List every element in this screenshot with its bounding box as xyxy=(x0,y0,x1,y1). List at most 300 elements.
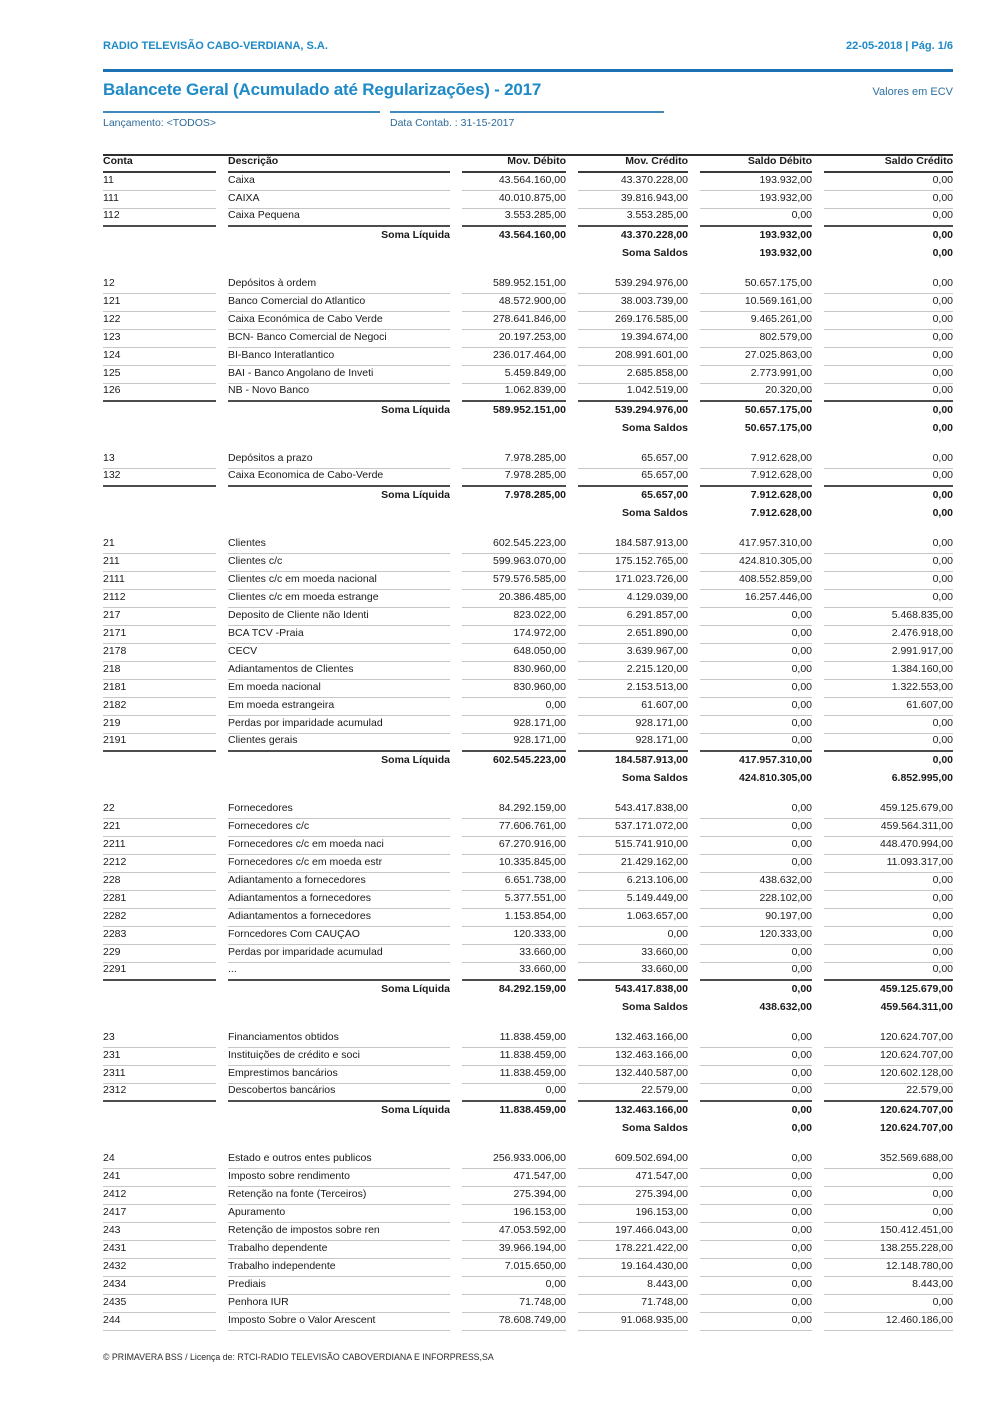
cell-conta: 132 xyxy=(103,470,216,487)
account-row xyxy=(103,644,953,662)
cell-saldo-credito: 120.624.707,00 xyxy=(880,1105,953,1117)
cell-saldo-debito: 193.932,00 xyxy=(700,193,812,209)
account-row xyxy=(103,191,953,209)
cell-descricao xyxy=(228,1014,450,1017)
cell-conta: 211 xyxy=(103,556,216,572)
soma-liquida-row xyxy=(103,981,953,999)
cell-saldo-debito: 438.632,00 xyxy=(700,875,812,891)
cell-descricao: Caixa Económica de Cabo Verde xyxy=(228,314,450,330)
cell-saldo-debito: 50.657.175,00 xyxy=(744,405,812,417)
cell-saldo-debito: 7.912.628,00 xyxy=(750,490,812,502)
cell-saldo-debito: 0,00 xyxy=(700,1085,812,1102)
account-row xyxy=(103,572,953,590)
cell-mov-debito: 48.572.900,00 xyxy=(462,296,566,312)
account-row xyxy=(103,1277,953,1295)
cell-mov-debito xyxy=(462,785,566,788)
cell-descricao: Deposito de Cliente não Identi xyxy=(228,610,450,626)
account-row xyxy=(103,945,953,963)
cell-saldo-credito: 0,00 xyxy=(824,592,953,608)
cell-mov-credito: 1.042.519,00 xyxy=(578,385,688,402)
cell-descricao: Caixa xyxy=(228,175,450,191)
account-row xyxy=(103,626,953,644)
cell-mov-debito: 33.660,00 xyxy=(462,964,566,981)
cell-mov-debito: 0,00 xyxy=(462,1279,566,1295)
cell-mov-credito: 171.023.726,00 xyxy=(578,574,688,590)
account-row xyxy=(103,1295,953,1313)
cell-mov-debito: 11.838.459,00 xyxy=(499,1105,566,1117)
cell-mov-credito: 6.291.857,00 xyxy=(578,610,688,626)
cell-conta: 2178 xyxy=(103,646,216,662)
cell-mov-debito: 39.966.194,00 xyxy=(462,1243,566,1259)
table-header-row xyxy=(103,154,953,173)
soma-saldos-label: Soma Saldos xyxy=(622,1002,688,1014)
cell-conta: 2111 xyxy=(103,574,216,590)
account-row xyxy=(103,1151,953,1169)
cell-descricao: Retenção na fonte (Terceiros) xyxy=(228,1189,450,1205)
table-body xyxy=(103,173,953,1331)
filter-data-contab: Data Contab. : 31-15-2017 xyxy=(390,111,664,129)
cell-mov-credito: 184.587.913,00 xyxy=(615,755,688,767)
cell-saldo-debito: 0,00 xyxy=(700,1225,812,1241)
cell-mov-debito: 5.459.849,00 xyxy=(462,368,566,384)
cell-conta: 2432 xyxy=(103,1261,216,1277)
cell-conta: 2171 xyxy=(103,628,216,644)
account-row xyxy=(103,716,953,734)
cell-saldo-debito: 417.957.310,00 xyxy=(739,755,812,767)
cell-saldo-debito: 9.465.261,00 xyxy=(700,314,812,330)
column-header-saldo-credito: Saldo Crédito xyxy=(824,156,953,173)
account-row xyxy=(103,536,953,554)
cell-descricao: BAI - Banco Angolano de Inveti xyxy=(228,368,450,384)
cell-mov-credito: 21.429.162,00 xyxy=(578,857,688,873)
cell-conta: 2434 xyxy=(103,1279,216,1295)
cell-saldo-credito: 0,00 xyxy=(932,405,953,417)
cell-conta: 243 xyxy=(103,1225,216,1241)
cell-saldo-debito: 438.632,00 xyxy=(759,1002,812,1014)
soma-saldos-label: Soma Saldos xyxy=(622,423,688,435)
account-last-row xyxy=(103,734,953,752)
soma-saldos-label: Soma Saldos xyxy=(622,1123,688,1135)
section-spacer xyxy=(103,1017,953,1030)
cell-conta: 124 xyxy=(103,350,216,366)
account-row xyxy=(103,554,953,572)
column-header-conta: Conta xyxy=(103,156,216,173)
cell-saldo-debito: 0,00 xyxy=(700,700,812,716)
account-row xyxy=(103,1048,953,1066)
cell-saldo-debito: 50.657.175,00 xyxy=(744,423,812,435)
cell-descricao: Retenção de impostos sobre ren xyxy=(228,1225,450,1241)
cell-descricao: Perdas por imparidade acumulad xyxy=(228,947,450,963)
cell-saldo-debito: 0,00 xyxy=(700,839,812,855)
cell-descricao: NB - Novo Banco xyxy=(228,385,450,402)
cell-conta: 122 xyxy=(103,314,216,330)
cell-conta: 2181 xyxy=(103,682,216,698)
section-spacer xyxy=(103,788,953,801)
cell-saldo-credito: 11.093.317,00 xyxy=(824,857,953,873)
cell-conta: 2281 xyxy=(103,893,216,909)
cell-saldo-credito: 0,00 xyxy=(824,1189,953,1205)
cell-saldo-debito: 0,00 xyxy=(700,682,812,698)
cell-saldo-debito: 417.957.310,00 xyxy=(700,538,812,554)
cell-mov-credito: 543.417.838,00 xyxy=(615,984,688,996)
account-row xyxy=(103,891,953,909)
cell-descricao: Fornecedores c/c em moeda naci xyxy=(228,839,450,855)
cell-saldo-debito: 424.810.305,00 xyxy=(739,773,812,785)
cell-saldo-credito: 12.148.780,00 xyxy=(824,1261,953,1277)
cell-mov-debito: 84.292.159,00 xyxy=(498,984,566,996)
cell-saldo-debito: 0,00 xyxy=(700,947,812,963)
cell-mov-credito: 2.651.890,00 xyxy=(578,628,688,644)
soma-saldos-label: Soma Saldos xyxy=(622,773,688,785)
soma-liquida-label: Soma Líquida xyxy=(381,490,450,502)
cell-descricao: Adiantamento a fornecedores xyxy=(228,875,450,891)
cell-saldo-credito: 0,00 xyxy=(824,175,953,191)
cell-saldo-credito: 61.607,00 xyxy=(824,700,953,716)
cell-mov-debito: 43.564.160,00 xyxy=(462,175,566,191)
cell-conta: 231 xyxy=(103,1050,216,1066)
section-spacer xyxy=(103,523,953,536)
cell-conta: 2191 xyxy=(103,735,216,752)
cell-saldo-debito: 193.932,00 xyxy=(759,248,812,260)
cell-descricao xyxy=(228,785,450,788)
cell-saldo-credito: 352.569.688,00 xyxy=(824,1153,953,1169)
cell-descricao: Clientes c/c em moeda nacional xyxy=(228,574,450,590)
cell-saldo-debito: 424.810.305,00 xyxy=(700,556,812,572)
cell-saldo-debito: 0,00 xyxy=(700,857,812,873)
cell-saldo-credito: 0,00 xyxy=(932,490,953,502)
cell-mov-credito: 43.370.228,00 xyxy=(620,230,688,242)
cell-conta xyxy=(103,1014,216,1017)
cell-mov-debito: 1.153.854,00 xyxy=(462,911,566,927)
cell-mov-debito: 47.053.592,00 xyxy=(462,1225,566,1241)
cell-conta: 24 xyxy=(103,1153,216,1169)
cell-saldo-debito: 2.773.991,00 xyxy=(700,368,812,384)
cell-mov-debito: 77.606.761,00 xyxy=(462,821,566,837)
cell-conta: 2182 xyxy=(103,700,216,716)
cell-mov-debito: 648.050,00 xyxy=(462,646,566,662)
cell-descricao: Penhora IUR xyxy=(228,1297,450,1313)
cell-saldo-credito: 0,00 xyxy=(824,385,953,402)
cell-saldo-credito: 0,00 xyxy=(932,508,953,520)
cell-descricao xyxy=(228,520,450,523)
cell-mov-credito: 22.579,00 xyxy=(578,1085,688,1102)
soma-liquida-label: Soma Líquida xyxy=(381,1105,450,1117)
cell-mov-credito: 65.657,00 xyxy=(578,453,688,469)
cell-saldo-credito: 120.624.707,00 xyxy=(824,1032,953,1048)
cell-mov-credito: 3.639.967,00 xyxy=(578,646,688,662)
cell-saldo-credito: 0,00 xyxy=(824,947,953,963)
cell-mov-debito xyxy=(462,1135,566,1138)
cell-saldo-debito: 0,00 xyxy=(700,1171,812,1187)
cell-saldo-credito: 0,00 xyxy=(824,1171,953,1187)
soma-liquida-row xyxy=(103,402,953,420)
cell-saldo-debito: 802.579,00 xyxy=(700,332,812,348)
cell-mov-credito: 132.463.166,00 xyxy=(578,1050,688,1066)
cell-mov-credito: 184.587.913,00 xyxy=(578,538,688,554)
account-row xyxy=(103,801,953,819)
cell-mov-debito: 71.748,00 xyxy=(462,1297,566,1313)
cell-conta: 2283 xyxy=(103,929,216,945)
account-row xyxy=(103,698,953,716)
report-title: Balancete Geral (Acumulado até Regularizações) - 2017 xyxy=(103,80,542,99)
cell-conta: 23 xyxy=(103,1032,216,1048)
cell-conta: 2211 xyxy=(103,839,216,855)
cell-conta: 2311 xyxy=(103,1068,216,1084)
cell-conta: 13 xyxy=(103,453,216,469)
cell-descricao: Banco Comercial do Atlantico xyxy=(228,296,450,312)
cell-conta: 2282 xyxy=(103,911,216,927)
cell-saldo-credito: 0,00 xyxy=(824,296,953,312)
cell-saldo-debito: 20.320,00 xyxy=(700,385,812,402)
cell-mov-credito: 6.213.106,00 xyxy=(578,875,688,891)
header-divider xyxy=(103,69,953,72)
soma-liquida-label: Soma Líquida xyxy=(381,405,450,417)
account-row xyxy=(103,855,953,873)
cell-saldo-debito: 0,00 xyxy=(700,210,812,227)
soma-liquida-row xyxy=(103,1102,953,1120)
cell-descricao: Estado e outros entes publicos xyxy=(228,1153,450,1169)
cell-conta xyxy=(103,417,216,420)
cell-conta: 123 xyxy=(103,332,216,348)
cell-descricao xyxy=(228,260,450,263)
cell-saldo-credito: 0,00 xyxy=(824,735,953,752)
account-row xyxy=(103,1313,953,1331)
cell-saldo-credito: 459.125.679,00 xyxy=(880,984,953,996)
soma-saldos-row xyxy=(103,420,953,438)
cell-mov-debito: 7.015.650,00 xyxy=(462,1261,566,1277)
cell-saldo-credito: 0,00 xyxy=(824,718,953,734)
account-row xyxy=(103,276,953,294)
cell-saldo-debito: 0,00 xyxy=(700,964,812,981)
soma-liquida-label: Soma Líquida xyxy=(381,755,450,767)
cell-conta: 228 xyxy=(103,875,216,891)
cell-saldo-debito: 228.102,00 xyxy=(700,893,812,909)
cell-mov-debito: 236.017.464,00 xyxy=(462,350,566,366)
cell-descricao: Fornecedores c/c xyxy=(228,821,450,837)
cell-saldo-debito: 50.657.175,00 xyxy=(700,278,812,294)
cell-saldo-credito: 0,00 xyxy=(824,1297,953,1313)
cell-conta: 218 xyxy=(103,664,216,680)
cell-descricao: Clientes xyxy=(228,538,450,554)
cell-mov-debito: 7.978.285,00 xyxy=(462,453,566,469)
cell-mov-credito: 33.660,00 xyxy=(578,964,688,981)
cell-saldo-credito: 1.322.553,00 xyxy=(824,682,953,698)
cell-mov-credito: 0,00 xyxy=(578,929,688,945)
cell-mov-credito: 5.149.449,00 xyxy=(578,893,688,909)
cell-descricao: Trabalho independente xyxy=(228,1261,450,1277)
section-spacer xyxy=(103,263,953,276)
cell-saldo-debito: 0,00 xyxy=(791,1123,812,1135)
cell-conta xyxy=(103,520,216,523)
cell-conta: 241 xyxy=(103,1171,216,1187)
cell-conta: 2417 xyxy=(103,1207,216,1223)
cell-mov-debito: 40.010.875,00 xyxy=(462,193,566,209)
cell-mov-credito: 3.553.285,00 xyxy=(578,210,688,227)
cell-conta: 121 xyxy=(103,296,216,312)
cell-conta xyxy=(103,435,216,438)
cell-saldo-credito: 0,00 xyxy=(932,423,953,435)
cell-mov-debito: 11.838.459,00 xyxy=(462,1068,566,1084)
cell-saldo-credito: 8.443,00 xyxy=(824,1279,953,1295)
cell-mov-debito: 7.978.285,00 xyxy=(504,490,566,502)
account-row xyxy=(103,451,953,469)
cell-saldo-debito: 193.932,00 xyxy=(759,230,812,242)
cell-descricao: Perdas por imparidade acumulad xyxy=(228,718,450,734)
cell-saldo-credito: 12.460.186,00 xyxy=(824,1315,953,1331)
currency-note: Valores em ECV xyxy=(872,86,953,98)
cell-saldo-credito: 6.852.995,00 xyxy=(891,773,953,785)
cell-conta: 244 xyxy=(103,1315,216,1331)
cell-conta: 2112 xyxy=(103,592,216,608)
soma-saldos-row xyxy=(103,245,953,263)
soma-saldos-label: Soma Saldos xyxy=(622,248,688,260)
cell-conta: 2435 xyxy=(103,1297,216,1313)
cell-mov-debito: 33.660,00 xyxy=(462,947,566,963)
cell-saldo-credito: 0,00 xyxy=(824,350,953,366)
cell-saldo-debito: 0,00 xyxy=(700,1068,812,1084)
cell-saldo-credito: 0,00 xyxy=(824,332,953,348)
cell-mov-credito: 71.748,00 xyxy=(578,1297,688,1313)
cell-mov-credito: 543.417.838,00 xyxy=(578,803,688,819)
cell-mov-credito: 19.394.674,00 xyxy=(578,332,688,348)
cell-descricao: Descobertos bancários xyxy=(228,1085,450,1102)
cell-mov-debito: 830.960,00 xyxy=(462,682,566,698)
cell-saldo-credito: 138.255.228,00 xyxy=(824,1243,953,1259)
cell-saldo-debito: 0,00 xyxy=(700,1279,812,1295)
cell-descricao: BI-Banco Interatlantico xyxy=(228,350,450,366)
account-row xyxy=(103,1223,953,1241)
cell-mov-debito: 602.545.223,00 xyxy=(493,755,566,767)
cell-mov-credito: 197.466.043,00 xyxy=(578,1225,688,1241)
cell-saldo-debito: 0,00 xyxy=(700,1261,812,1277)
cell-mov-credito: 537.171.072,00 xyxy=(578,821,688,837)
column-header-descricao: Descrição xyxy=(228,156,450,173)
cell-conta: 2412 xyxy=(103,1189,216,1205)
cell-descricao: Depósitos a prazo xyxy=(228,453,450,469)
cell-conta: 12 xyxy=(103,278,216,294)
cell-conta: 126 xyxy=(103,385,216,402)
account-row xyxy=(103,590,953,608)
cell-descricao: Financiamentos obtidos xyxy=(228,1032,450,1048)
cell-mov-credito: 4.129.039,00 xyxy=(578,592,688,608)
cell-saldo-credito: 150.412.451,00 xyxy=(824,1225,953,1241)
cell-saldo-credito: 0,00 xyxy=(824,193,953,209)
cell-mov-debito: 599.963.070,00 xyxy=(462,556,566,572)
account-row xyxy=(103,330,953,348)
cell-mov-debito: 579.576.585,00 xyxy=(462,574,566,590)
cell-mov-debito: 823.022,00 xyxy=(462,610,566,626)
account-row xyxy=(103,837,953,855)
cell-saldo-credito: 0,00 xyxy=(932,248,953,260)
cell-saldo-credito: 0,00 xyxy=(824,875,953,891)
cell-mov-debito: 20.386.485,00 xyxy=(462,592,566,608)
cell-mov-credito: 2.685.858,00 xyxy=(578,368,688,384)
cell-descricao: Apuramento xyxy=(228,1207,450,1223)
cell-mov-credito: 33.660,00 xyxy=(578,947,688,963)
cell-conta: 21 xyxy=(103,538,216,554)
cell-mov-debito: 275.394,00 xyxy=(462,1189,566,1205)
cell-saldo-debito: 0,00 xyxy=(700,1032,812,1048)
cell-descricao: Caixa Pequena xyxy=(228,210,450,227)
cell-saldo-debito: 0,00 xyxy=(700,628,812,644)
cell-conta xyxy=(103,260,216,263)
cell-saldo-credito: 0,00 xyxy=(824,453,953,469)
cell-saldo-credito: 0,00 xyxy=(824,893,953,909)
cell-mov-debito: 278.641.846,00 xyxy=(462,314,566,330)
cell-saldo-debito: 7.912.628,00 xyxy=(750,508,812,520)
cell-mov-credito: 132.463.166,00 xyxy=(578,1032,688,1048)
cell-descricao: Em moeda estrangeira xyxy=(228,700,450,716)
soma-saldos-row xyxy=(103,770,953,788)
cell-saldo-debito: 0,00 xyxy=(700,1153,812,1169)
cell-mov-debito: 589.952.151,00 xyxy=(493,405,566,417)
cell-mov-debito: 928.171,00 xyxy=(462,735,566,752)
cell-mov-credito: 65.657,00 xyxy=(578,470,688,487)
account-row xyxy=(103,909,953,927)
cell-mov-credito: 61.607,00 xyxy=(578,700,688,716)
soma-liquida-row xyxy=(103,752,953,770)
cell-saldo-credito: 0,00 xyxy=(824,538,953,554)
soma-liquida-row xyxy=(103,227,953,245)
soma-saldos-row xyxy=(103,505,953,523)
cell-mov-credito: 208.991.601,00 xyxy=(578,350,688,366)
date-page-indicator: 22-05-2018 | Pág. 1/6 xyxy=(845,40,953,52)
cell-mov-debito: 3.553.285,00 xyxy=(462,210,566,227)
cell-conta xyxy=(103,502,216,505)
cell-descricao: CECV xyxy=(228,646,450,662)
cell-mov-credito: 928.171,00 xyxy=(578,718,688,734)
account-row xyxy=(103,173,953,191)
account-row xyxy=(103,680,953,698)
cell-conta: 2212 xyxy=(103,857,216,873)
cell-saldo-credito: 2.991.917,00 xyxy=(824,646,953,662)
soma-saldos-row xyxy=(103,1120,953,1138)
cell-mov-credito: 43.370.228,00 xyxy=(578,175,688,191)
cell-mov-credito: 275.394,00 xyxy=(578,1189,688,1205)
account-row xyxy=(103,1259,953,1277)
cell-saldo-credito: 120.602.128,00 xyxy=(824,1068,953,1084)
cell-saldo-credito: 0,00 xyxy=(824,210,953,227)
cell-mov-credito: 91.068.935,00 xyxy=(578,1315,688,1331)
cell-descricao: Adiantamentos de Clientes xyxy=(228,664,450,680)
account-row xyxy=(103,819,953,837)
cell-conta: 2431 xyxy=(103,1243,216,1259)
account-row xyxy=(103,366,953,384)
cell-saldo-credito: 0,00 xyxy=(932,230,953,242)
account-row xyxy=(103,927,953,945)
cell-saldo-debito: 0,00 xyxy=(791,984,812,996)
cell-mov-debito: 5.377.551,00 xyxy=(462,893,566,909)
account-row xyxy=(103,1030,953,1048)
account-row xyxy=(103,873,953,891)
column-header-mov-debito: Mov. Débito xyxy=(462,156,566,173)
cell-conta: 11 xyxy=(103,175,216,191)
cell-saldo-debito: 0,00 xyxy=(700,610,812,626)
soma-saldos-label: Soma Saldos xyxy=(622,508,688,520)
cell-mov-debito: 67.270.916,00 xyxy=(462,839,566,855)
cell-mov-credito: 539.294.976,00 xyxy=(615,405,688,417)
cell-mov-debito: 928.171,00 xyxy=(462,718,566,734)
cell-mov-debito: 20.197.253,00 xyxy=(462,332,566,348)
cell-mov-debito: 11.838.459,00 xyxy=(462,1050,566,1066)
cell-saldo-debito: 0,00 xyxy=(700,646,812,662)
cell-saldo-debito: 0,00 xyxy=(700,664,812,680)
cell-descricao: Trabalho dependente xyxy=(228,1243,450,1259)
cell-mov-debito: 7.978.285,00 xyxy=(462,470,566,487)
cell-saldo-credito: 0,00 xyxy=(824,1207,953,1223)
cell-descricao xyxy=(228,1135,450,1138)
cell-saldo-debito: 0,00 xyxy=(700,821,812,837)
